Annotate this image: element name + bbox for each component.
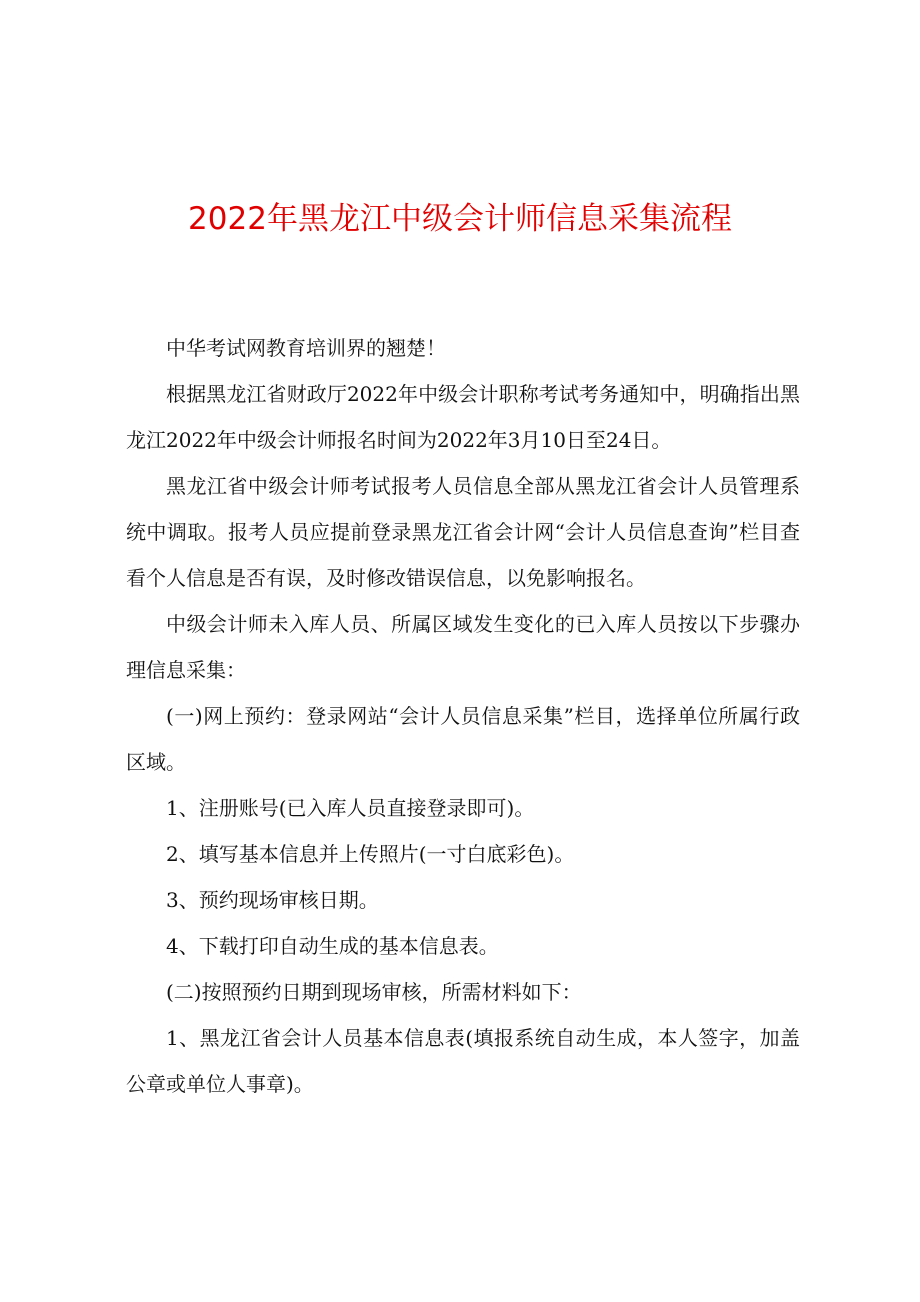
paragraph-step-3: 3、预约现场审核日期。 [166,888,379,912]
paragraph-registration-time: 根据黑龙江省财政厅2022年中级会计职称考试考务通知中，明确指出黑龙江2022年中级会计师报名时间为2022年3月10日至24日。 [126,382,800,452]
paragraph-onsite-review: (二)按照预约日期到现场审核，所需材料如下： [166,980,582,1004]
document-title: 2022年黑龙江中级会计师信息采集流程 [188,201,732,237]
paragraph-step-2: 2、填写基本信息并上传照片(一寸白底彩色)。 [166,842,575,866]
paragraph-online-appointment: (一)网上预约：登录网站“会计人员信息采集”栏目，选择单位所属行政区域。 [126,704,800,774]
document-body [126,325,800,1107]
paragraph-info-source: 黑龙江省中级会计师考试报考人员信息全部从黑龙江省会计人员管理系统中调取。报考人员应提前登录黑龙江省会计网“会计人员信息查询”栏目查看个人信息是否有误，及时修改错误信息，以免影响报名。 [126,474,800,590]
paragraph-step-1: 1、注册账号(已入库人员直接登录即可)。 [166,796,535,820]
paragraph-collection-steps-intro: 中级会计师未入库人员、所属区域发生变化的已入库人员按以下步骤办理信息采集： [126,612,800,682]
paragraph-intro: 中华考试网教育培训界的翘楚！ [166,336,446,360]
paragraph-material-1: 1、黑龙江省会计人员基本信息表(填报系统自动生成，本人签字，加盖公章或单位人事章)。 [126,1026,800,1096]
paragraph-step-4: 4、下载打印自动生成的基本信息表。 [166,934,499,958]
